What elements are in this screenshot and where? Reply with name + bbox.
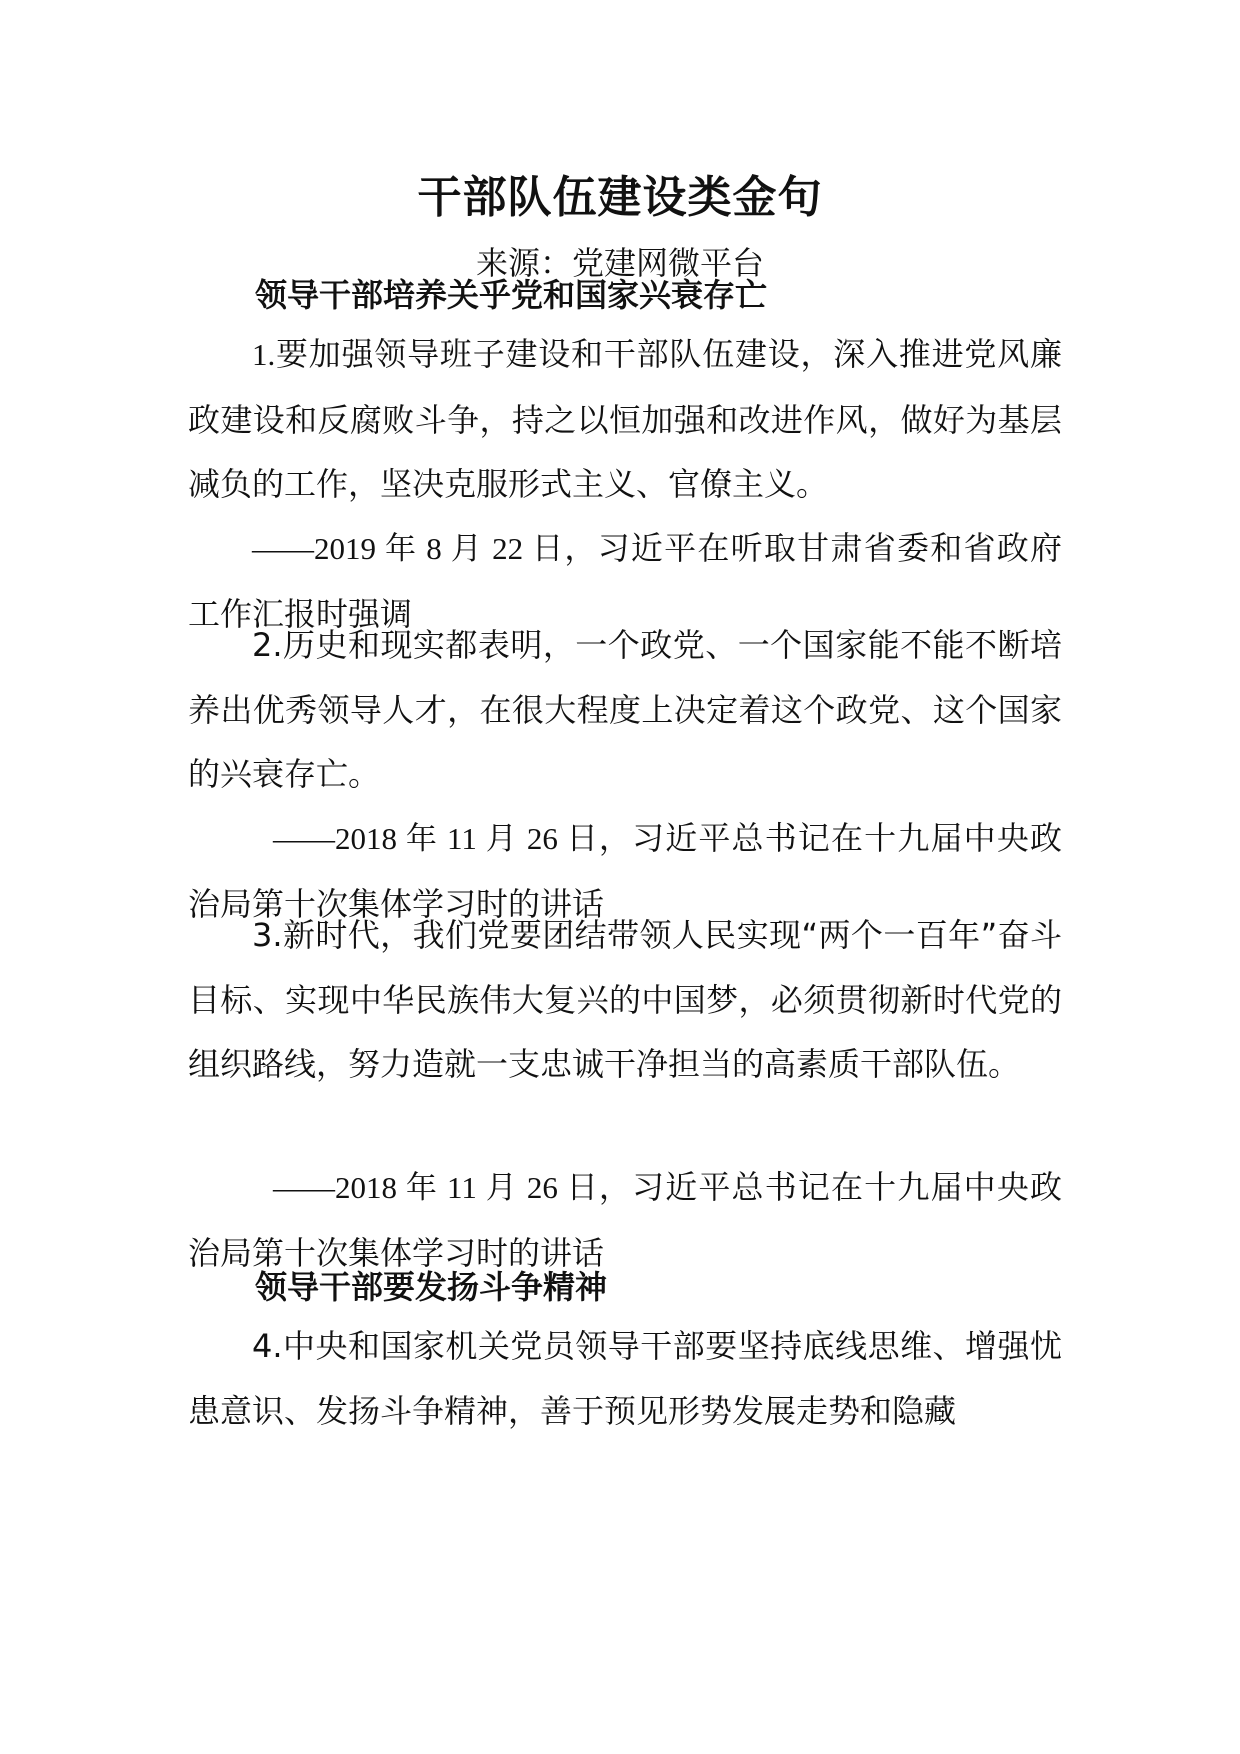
document-source: 来源：党建网微平台 [475, 244, 764, 282]
attribution-date: ——2019 年 8 月 22 日 [252, 531, 565, 566]
document-title: 干部队伍建设类金句 [417, 172, 823, 223]
quote-number: 4. [252, 1327, 283, 1365]
section-heading: 领导干部培养关乎党和国家兴衰存亡 [255, 276, 768, 314]
quote-paragraph [188, 1314, 1062, 1443]
quote-paragraph [188, 903, 1062, 1097]
quote-number: 3. [252, 916, 283, 954]
quote-number: 1. [252, 337, 276, 372]
quote-paragraph [188, 613, 1062, 807]
attribution-date: ——2018 年 11 月 26 日 [273, 821, 599, 856]
section-heading: 领导干部要发扬斗争精神 [255, 1268, 608, 1306]
quote-number: 2. [252, 626, 283, 664]
attribution-date: ——2018 年 11 月 26 日 [273, 1170, 599, 1205]
quote-text: 要加强领导班子建设和干部队伍建设，深入推进党风廉政建设和反腐败斗争，持之以恒加强和改进作风，做好为基层减负的工作，坚决克服形式主义、官僚主义。 [188, 335, 1062, 503]
attribution-text: ，习近平总书记在十九届中央政治局第十次集体学习时的讲话 [188, 819, 1062, 923]
quote-text: 历史和现实都表明，一个政党、一个国家能不能不断培养出优秀领导人才，在很大程度上决定着这个政党、这个国家的兴衰存亡。 [188, 626, 1062, 793]
quote-text: 中央和国家机关党员领导干部要坚持底线思维、增强忧患意识、发扬斗争精神，善于预见形势发展走势和隐藏 [188, 1327, 1062, 1430]
quote-text: 新时代，我们党要团结带领人民实现“两个一百年”奋斗目标、实现中华民族伟大复兴的中国梦，必须贯彻新时代党的组织路线，努力造就一支忠诚干净担当的高素质干部队伍。 [188, 916, 1062, 1083]
attribution-text: ，习近平总书记在十九届中央政治局第十次集体学习时的讲话 [188, 1168, 1062, 1272]
quote-paragraph [188, 322, 1062, 517]
attribution-text: ，习近平在听取甘肃省委和省政府工作汇报时强调 [188, 529, 1062, 633]
